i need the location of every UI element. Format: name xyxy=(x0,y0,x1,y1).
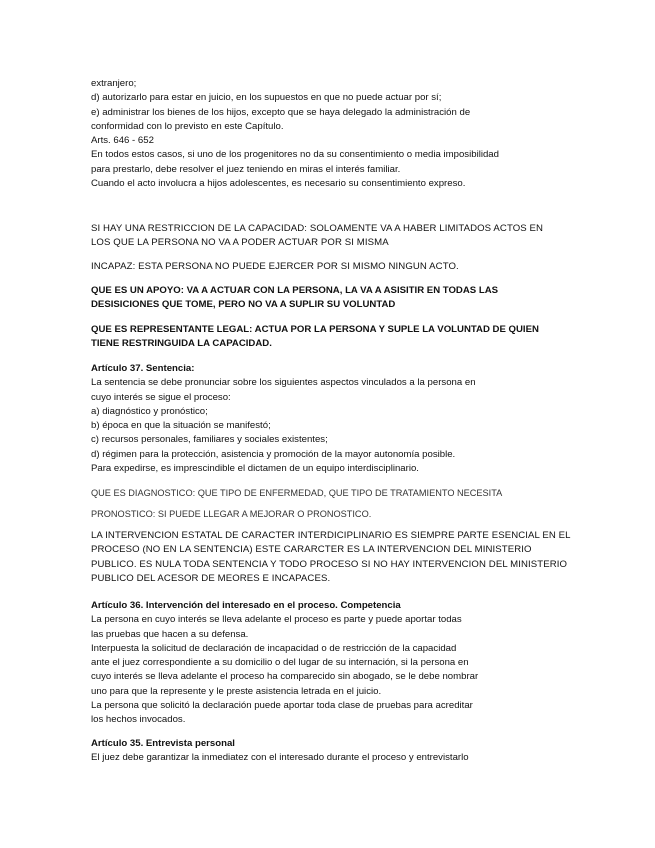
text-line: QUE ES DIAGNOSTICO: QUE TIPO DE ENFERMEDAD, QUE TIPO DE TRATAMIENTO NECESITA xyxy=(91,488,503,498)
text-line: LA INTERVENCION ESTATAL DE CARACTER INTERDICIPLINARIO ES SIEMPRE PARTE ESENCIAL EN EL xyxy=(91,530,571,541)
diagnostico-note xyxy=(91,486,571,500)
text-line: PRONOSTICO: SI PUEDE LLEGAR A MEJORAR O PRONOSTICO. xyxy=(91,509,372,519)
text-line: La sentencia se debe pronunciar sobre los siguientes aspectos vinculados a la persona en xyxy=(91,377,476,389)
text-line: Cuando el acto involucra a hijos adolescentes, es necesario su consentimiento expreso. xyxy=(91,178,466,190)
text-line: Arts. 646 - 652 xyxy=(91,135,154,147)
article-36 xyxy=(91,599,571,728)
pronostico-note xyxy=(91,507,571,521)
text-line: c) recursos personales, familiares y sociales existentes; xyxy=(91,434,328,446)
article-heading: Artículo 36. Intervención del interesado en el proceso. Competencia xyxy=(91,600,401,611)
text-line: para prestarlo, debe resolver el juez teniendo en miras el interés familiar. xyxy=(91,163,401,175)
article-35 xyxy=(91,737,571,766)
text-line: La persona que solicitó la declaración puede aportar toda clase de pruebas para acreditar xyxy=(91,700,473,712)
apoyo-definition xyxy=(91,284,571,313)
text-line: cuyo interés se sigue el proceso: xyxy=(91,391,231,403)
intervencion-note xyxy=(91,529,571,586)
text-line: DESISICIONES QUE TOME, PERO NO VA A SUPLIR SU VOLUNTAD xyxy=(91,299,396,311)
text-line: b) época en que la situación se manifestó; xyxy=(91,420,271,432)
text-line: extranjero; xyxy=(91,78,137,89)
text-line: SI HAY UNA RESTRICCION DE LA CAPACIDAD: SOLOAMENTE VA A HABER LIMITADOS ACTOS EN xyxy=(91,223,544,234)
text-line: a) diagnóstico y pronóstico; xyxy=(91,405,208,417)
text-line: Interpuesta la solicitud de declaración de incapacidad o de restricción de la capacidad xyxy=(91,642,457,654)
text-line: INCAPAZ: ESTA PERSONA NO PUEDE EJERCER POR SI MISMO NINGUN ACTO. xyxy=(91,261,459,272)
representante-definition xyxy=(91,323,571,352)
text-line: La persona en cuyo interés se lleva adelante el proceso es parte y puede aportar todas xyxy=(91,614,462,626)
text-line: PUBLICO. ES NULA TODA SENTENCIA Y TODO PROCESO SI NO HAY INTERVENCION DEL MINISTERIO xyxy=(91,558,568,570)
restriccion-note xyxy=(91,222,571,251)
text-line: conformidad con lo previsto en este Capítulo. xyxy=(91,120,284,132)
text-line: ante el juez correspondiente a su domicilio o del lugar de su internación, si la persona en xyxy=(91,657,469,669)
text-line: PROCESO (NO EN LA SENTENCIA) ESTE CARARCTER ES LA INTERVENCION DEL MINISTERIO xyxy=(91,544,532,556)
text-line: QUE ES REPRESENTANTE LEGAL: ACTUA POR LA PERSONA Y SUPLE LA VOLUNTAD DE QUIEN xyxy=(91,324,539,335)
text-line: e) administrar los bienes de los hijos, excepto que se haya delegado la administración de xyxy=(91,106,471,118)
text-line: TIENE RESTRINGUIDA LA CAPACIDAD. xyxy=(91,338,272,350)
intro-paragraph xyxy=(91,77,571,191)
article-heading: Artículo 35. Entrevista personal xyxy=(91,738,235,749)
article-heading: Artículo 37. Sentencia: xyxy=(91,363,195,374)
text-line: En todos estos casos, si uno de los progenitores no da su consentimiento o media imposibilidad xyxy=(91,149,499,161)
text-line: los hechos invocados. xyxy=(91,714,186,726)
text-line: PUBLICO DEL ACESOR DE MEORES E INCAPACES. xyxy=(91,572,331,584)
text-line: El juez debe garantizar la inmediatez con el interesado durante el proceso y entrevistarlo xyxy=(91,752,469,764)
text-line: d) autorizarlo para estar en juicio, en los supuestos en que no puede actuar por sí; xyxy=(91,92,442,104)
text-line: LOS QUE LA PERSONA NO VA A PODER ACTUAR POR SI MISMA xyxy=(91,237,389,249)
article-37 xyxy=(91,362,571,476)
text-line: cuyo interés se lleva adelante el proceso ha comparecido sin abogado, se le debe nombrar xyxy=(91,671,479,683)
text-line: las pruebas que hacen a su defensa. xyxy=(91,628,249,640)
text-line: uno para que la represente y le preste asistencia letrada en el juicio. xyxy=(91,685,382,697)
text-line: QUE ES UN APOYO: VA A ACTUAR CON LA PERSONA, LA VA A ASISITIR EN TODAS LAS xyxy=(91,285,499,296)
text-line: d) régimen para la protección, asistencia y promoción de la mayor autonomía posible. xyxy=(91,448,456,460)
text-line: Para expedirse, es imprescindible el dictamen de un equipo interdisciplinario. xyxy=(91,463,419,475)
incapaz-note xyxy=(91,260,571,274)
